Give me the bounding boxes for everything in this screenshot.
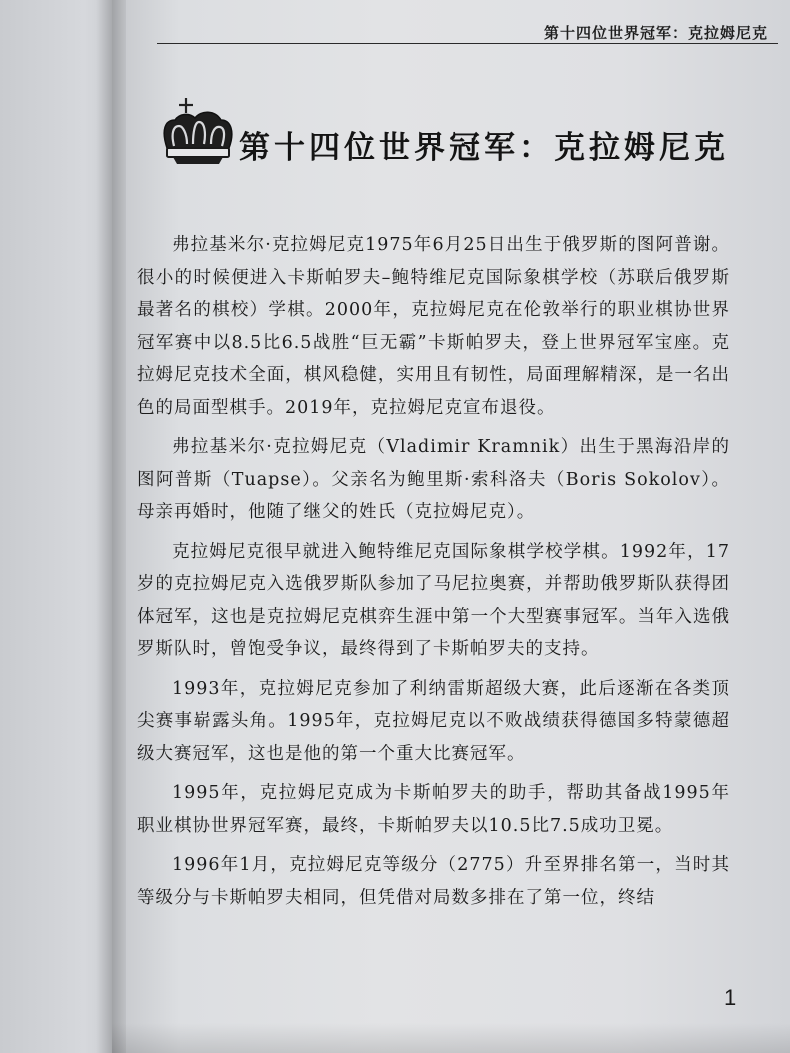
chapter-title: 第十四位世界冠军：克拉姆尼克 <box>239 130 729 166</box>
crown-icon <box>159 96 237 166</box>
header-rule <box>157 43 778 44</box>
book-spine <box>96 0 126 1053</box>
body-text <box>137 229 730 921</box>
page-number: 1 <box>724 985 737 1010</box>
paragraph-6: 1996年1月，克拉姆尼克等级分（2775）升至界排名第一，当时其等级分与卡斯帕罗夫相同，但凭借对局数多排在了第一位，终结 <box>137 855 730 908</box>
running-head: 第十四位世界冠军：克拉姆尼克 <box>543 24 768 42</box>
bottom-shadow <box>112 1023 790 1053</box>
paragraph-1: 弗拉基米尔·克拉姆尼克1975年6月25日出生于俄罗斯的图阿普谢。很小的时候便进入卡斯帕罗夫–鲍特维尼克国际象棋学校（苏联后俄罗斯最著名的棋校）学棋。2000年，克拉姆尼克在伦敦举行的职业棋协世界冠军赛中以8.5比6.5战胜“巨无霸”卡斯帕罗夫，登上世界冠军宝座。克拉姆尼克技术全面，棋风稳健，实用且有韧性，局面理解精深，是一名出色的局面型棋手。2019年，克拉姆尼克宣布退役。 <box>137 235 730 418</box>
paragraph-5: 1995年，克拉姆尼克成为卡斯帕罗夫的助手，帮助其备战1995年职业棋协世界冠军赛，最终，卡斯帕罗夫以10.5比7.5成功卫冕。 <box>137 783 730 836</box>
paragraph-2: 弗拉基米尔·克拉姆尼克（Vladimir Kramnik）出生于黑海沿岸的图阿普斯（Tuapse）。父亲名为鲍里斯·索科洛夫（Boris Sokolov）。母亲再婚时，他随了继父的姓氏（克拉姆尼克）。 <box>137 437 730 522</box>
book-page <box>112 0 790 1053</box>
paragraph-3: 克拉姆尼克很早就进入鲍特维尼克国际象棋学校学棋。1992年，17岁的克拉姆尼克入选俄罗斯队参加了马尼拉奥赛，并帮助俄罗斯队获得团体冠军，这也是克拉姆尼克棋弈生涯中第一个大型赛事冠军。当年入选俄罗斯队时，曾饱受争议，最终得到了卡斯帕罗夫的支持。 <box>137 541 730 659</box>
paragraph-4: 1993年，克拉姆尼克参加了利纳雷斯超级大赛，此后逐渐在各类顶尖赛事崭露头角。1995年，克拉姆尼克以不败战绩获得德国多特蒙德超级大赛冠军，这也是他的第一个重大比赛冠军。 <box>137 678 730 764</box>
